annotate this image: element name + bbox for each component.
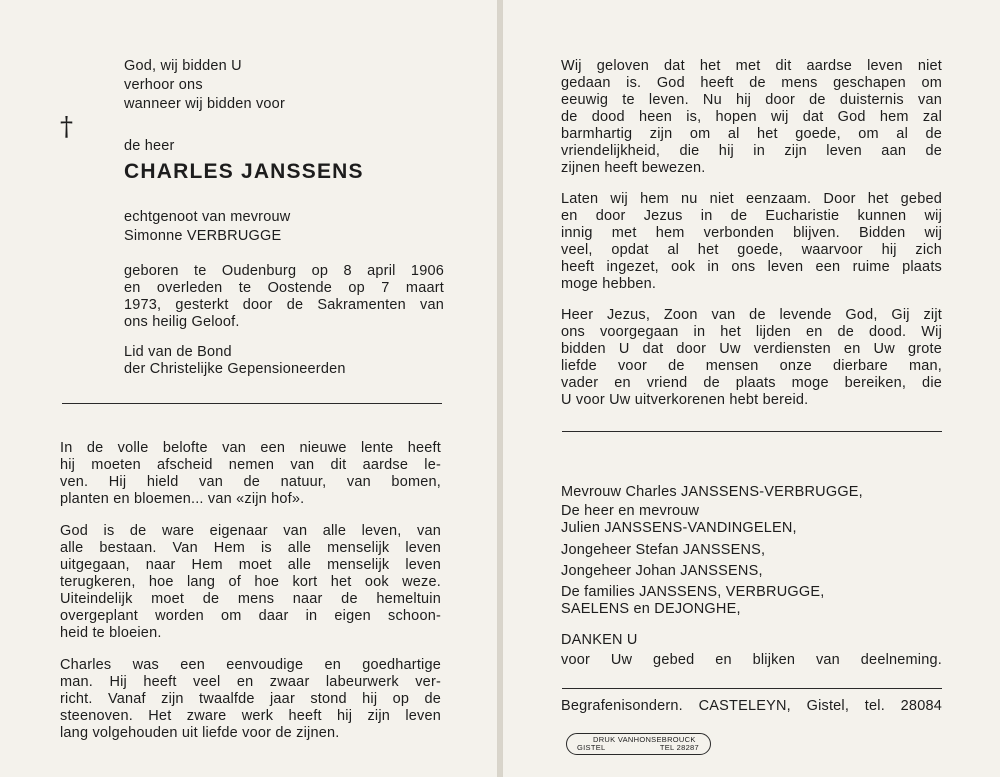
dates-line-3: 1973, gesterkt door de Sakramenten van — [124, 297, 444, 313]
family-line-2: De heer en mevrouw — [561, 503, 700, 519]
family-line-4: Jongeheer Stefan JANSSENS, — [561, 542, 766, 558]
membership-line-2: der Christelijke Gepensioneerden — [124, 361, 346, 377]
printer-name: DRUK VANHONSEBROUCK — [593, 735, 696, 744]
left-p1-line-2: hij moeten afscheid nemen van dit aardse le- — [60, 457, 441, 473]
prayer-line-1: God, wij bidden U — [124, 58, 242, 74]
left-p2-line-2: alle bestaan. Van Hem is alle menselijk leven — [60, 540, 441, 556]
right-p1-line-4: de dood heen is, hopen wij dat God hem zal — [561, 109, 942, 125]
left-p1-line-1: In de volle belofte van een nieuwe lente heeft — [60, 440, 441, 456]
right-p3-line-4: liefde voor de mensen onze dierbare man, — [561, 358, 942, 374]
family-line-5: Jongeheer Johan JANSSENS, — [561, 563, 763, 579]
right-p2-line-3: innig met hem verbonden blijven. Bidden wij — [561, 225, 942, 241]
left-p1-line-4: planten en bloemen... van «zijn hof». — [60, 491, 305, 507]
right-p3-line-3: bidden U dat door Uw verdiensten en Uw grote — [561, 341, 942, 357]
cross-icon: † — [60, 112, 73, 142]
spouse-line-1: echtgenoot van mevrouw — [124, 209, 291, 225]
left-p2-line-7: heid te bloeien. — [60, 625, 162, 641]
family-line-3: Julien JANSSENS-VANDINGELEN, — [561, 520, 797, 536]
dates-line-4: ons heilig Geloof. — [124, 314, 240, 330]
right-p3-line-6: U voor Uw uitverkorenen hebt bereid. — [561, 392, 809, 408]
left-p2-line-4: terugkeren, hoe lang of hoe kort het ook weze. — [60, 574, 441, 590]
right-p1-line-2: gedaan is. God heeft de mens geschapen om — [561, 75, 942, 91]
left-p2-line-1: God is de ware eigenaar van alle leven, van — [60, 523, 441, 539]
right-p1-line-5: barmhartig zijn om al het goede, om al de — [561, 126, 942, 142]
family-line-1: Mevrouw Charles JANSSENS-VERBRUGGE, — [561, 484, 863, 500]
left-p3-line-2: man. Hij heeft veel en zwaar labeurwerk ver- — [60, 674, 441, 690]
right-p3-line-5: vader en vriend de plaats moge bereiken, die — [561, 375, 942, 391]
left-p3-line-5: lang volgehouden uit liefde voor de zijnen. — [60, 725, 340, 741]
right-p1-line-7: zijnen heeft bewezen. — [561, 160, 706, 176]
right-p2-line-4: veel, opdat al het goede, waarvoor hij zich — [561, 242, 942, 258]
honorific: de heer — [124, 138, 175, 154]
left-p3-line-3: richt. Vanaf zijn twaalfde jaar stond hij op de — [60, 691, 441, 707]
right-p2-line-1: Laten wij hem nu niet eenzaam. Door het gebed — [561, 191, 942, 207]
left-p2-line-3: uitgegaan, naar Hem moet alle menselijk leven — [60, 557, 441, 573]
right-p3-line-1: Heer Jezus, Zoon van de levende God, Gij zijt — [561, 307, 942, 323]
left-p2-line-5: Uiteindelijk moet de mens naar de hemeltuin — [60, 591, 441, 607]
left-p2-line-6: overgeplant worden om daar in eigen schoon- — [60, 608, 441, 624]
divider-left — [62, 403, 442, 404]
right-p2-line-2: en door Jezus in de Eucharistie kunnen wij — [561, 208, 942, 224]
divider-right-2 — [562, 688, 942, 689]
deceased-name: CHARLES JANSSENS — [124, 160, 364, 183]
dates-line-1: geboren te Oudenburg op 8 april 1906 — [124, 263, 444, 279]
thanks-line: voor Uw gebed en blijken van deelneming. — [561, 652, 942, 668]
right-p1-line-1: Wij geloven dat het met dit aardse leven niet — [561, 58, 942, 74]
prayer-line-2: verhoor ons — [124, 77, 203, 93]
spouse-line-2: Simonne VERBRUGGE — [124, 228, 282, 244]
left-p1-line-3: ven. Hij hield van de natuur, van bomen, — [60, 474, 441, 490]
right-p1-line-6: vriendelijkheid, die hij in zijn leven aan de — [561, 143, 942, 159]
left-p3-line-1: Charles was een eenvoudige en goedhartige — [60, 657, 441, 673]
membership-line-1: Lid van de Bond — [124, 344, 232, 360]
right-p2-line-6: moge hebben. — [561, 276, 657, 292]
printer-place: GISTEL — [577, 743, 606, 752]
printer-tel: TEL 28287 — [659, 743, 699, 752]
undertaker: Begrafenisondern. CASTELEYN, Gistel, tel. 28084 — [561, 698, 942, 714]
prayer-line-3: wanneer wij bidden voor — [124, 96, 285, 112]
family-line-6: De families JANSSENS, VERBRUGGE, — [561, 584, 825, 600]
printer-stamp — [566, 733, 711, 755]
divider-right-1 — [562, 431, 942, 432]
right-p1-line-3: eeuwig te leven. Nu hij door de duisternis van — [561, 92, 942, 108]
right-p2-line-5: heeft ingezet, ook in ons leven een ruime plaats — [561, 259, 942, 275]
right-p3-line-2: ons voorgegaan in het lijden en de dood. Wij — [561, 324, 942, 340]
family-line-7: SAELENS en DEJONGHE, — [561, 601, 741, 617]
thanks-heading: DANKEN U — [561, 632, 638, 648]
left-p3-line-4: steenoven. Het zware werk heeft hij zijn leven — [60, 708, 441, 724]
dates-line-2: en overleden te Oostende op 7 maart — [124, 280, 444, 296]
